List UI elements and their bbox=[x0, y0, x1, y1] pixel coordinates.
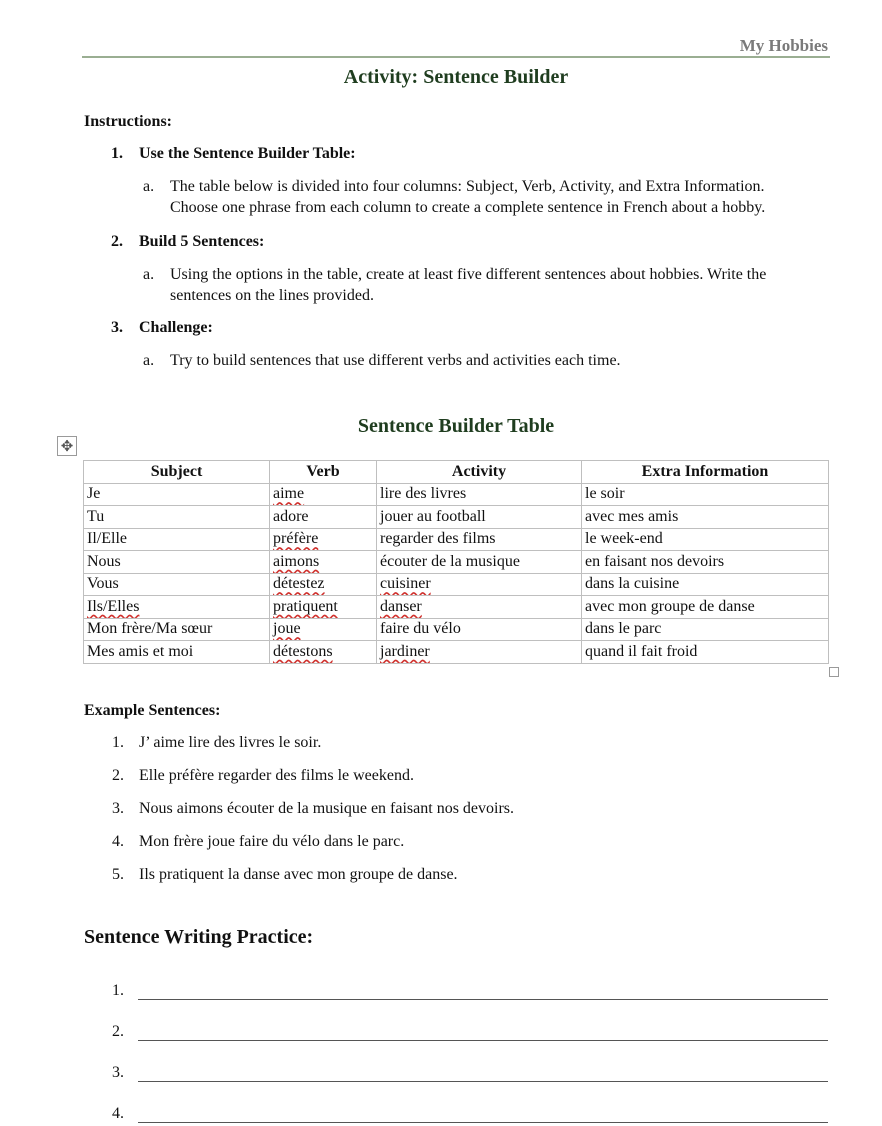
instruction-step-3-detail bbox=[143, 350, 833, 371]
table-cell[interactable]: dans le parc bbox=[582, 618, 829, 641]
example-sentence bbox=[112, 767, 414, 785]
table-cell[interactable] bbox=[377, 641, 582, 664]
table-cell[interactable] bbox=[270, 483, 377, 506]
table-cell[interactable]: Je bbox=[84, 483, 270, 506]
table-row bbox=[84, 641, 829, 664]
cell-text: aimons bbox=[273, 552, 320, 570]
example-sentence bbox=[112, 800, 514, 818]
writing-rule bbox=[138, 999, 828, 1000]
practice-writing-line[interactable] bbox=[112, 982, 138, 1000]
table-cell[interactable]: faire du vélo bbox=[377, 618, 582, 641]
instruction-step-3 bbox=[111, 319, 213, 337]
practice-writing-line[interactable] bbox=[112, 1105, 138, 1123]
example-sentence bbox=[112, 866, 458, 884]
practice-writing-line[interactable] bbox=[112, 1023, 138, 1041]
cell-text: le soir bbox=[585, 485, 625, 503]
step-title: Build 5 Sentences: bbox=[139, 233, 265, 250]
table-cell[interactable] bbox=[270, 528, 377, 551]
instruction-step-1 bbox=[111, 145, 356, 163]
table-cell[interactable] bbox=[270, 596, 377, 619]
line-number: 2. bbox=[112, 1023, 124, 1040]
line-number: 1. bbox=[112, 982, 124, 999]
example-number: 5. bbox=[112, 866, 124, 883]
sub-letter: a. bbox=[143, 178, 155, 195]
table-cell[interactable] bbox=[84, 596, 270, 619]
sentence-builder-table bbox=[83, 460, 829, 664]
table-cell[interactable] bbox=[270, 641, 377, 664]
column-header-subject: Subject bbox=[84, 461, 270, 484]
table-cell[interactable]: quand il fait froid bbox=[582, 641, 829, 664]
page-header-title: My Hobbies bbox=[739, 36, 828, 55]
example-sentence bbox=[112, 734, 321, 752]
table-row bbox=[84, 551, 829, 574]
step-title: Challenge: bbox=[139, 319, 213, 336]
table-cell[interactable] bbox=[377, 596, 582, 619]
example-text: Ils pratiquent la danse avec mon groupe de danse. bbox=[139, 866, 458, 883]
table-cell[interactable] bbox=[270, 618, 377, 641]
sub-line-2: sentences on the lines provided. bbox=[170, 287, 374, 304]
example-text: Mon frère joue faire du vélo dans le parc. bbox=[139, 833, 405, 850]
table-cell[interactable]: en faisant nos devoirs bbox=[582, 551, 829, 574]
table-cell[interactable] bbox=[270, 551, 377, 574]
table-row bbox=[84, 483, 829, 506]
instruction-step-2-detail bbox=[143, 264, 833, 306]
table-cell[interactable]: adore bbox=[270, 506, 377, 529]
table-move-handle-icon[interactable]: ✥ bbox=[57, 436, 77, 456]
line-number: 3. bbox=[112, 1064, 124, 1081]
step-number: 1. bbox=[111, 145, 123, 162]
table-row bbox=[84, 596, 829, 619]
table-cell[interactable]: regarder des films bbox=[377, 528, 582, 551]
example-number: 3. bbox=[112, 800, 124, 817]
cell-text: détestons bbox=[273, 642, 333, 660]
table-resize-handle[interactable] bbox=[829, 667, 839, 677]
writing-rule bbox=[138, 1040, 828, 1041]
step-number: 2. bbox=[111, 233, 123, 250]
table-cell[interactable]: écouter de la musique bbox=[377, 551, 582, 574]
table-row bbox=[84, 506, 829, 529]
example-number: 1. bbox=[112, 734, 124, 751]
practice-writing-line[interactable] bbox=[112, 1064, 138, 1082]
line-number: 4. bbox=[112, 1105, 124, 1122]
step-number: 3. bbox=[111, 319, 123, 336]
table-cell[interactable]: Nous bbox=[84, 551, 270, 574]
cell-text: Ils/Elles bbox=[87, 597, 140, 615]
table-cell[interactable] bbox=[377, 573, 582, 596]
example-number: 4. bbox=[112, 833, 124, 850]
instruction-step-1-detail bbox=[143, 176, 833, 218]
table-cell[interactable]: Tu bbox=[84, 506, 270, 529]
table-row bbox=[84, 618, 829, 641]
table-cell[interactable]: jouer au football bbox=[377, 506, 582, 529]
example-number: 2. bbox=[112, 767, 124, 784]
table-cell[interactable]: Mon frère/Ma sœur bbox=[84, 618, 270, 641]
sub-line-1: Try to build sentences that use different verbs and activities each time. bbox=[170, 352, 621, 369]
cell-text: préfère bbox=[273, 530, 319, 548]
example-sentences-heading: Example Sentences: bbox=[84, 702, 221, 719]
instructions-heading: Instructions: bbox=[84, 113, 173, 130]
practice-heading: Sentence Writing Practice: bbox=[84, 926, 314, 948]
example-text: J’ aime lire des livres le soir. bbox=[139, 734, 322, 751]
step-title: Use the Sentence Builder Table: bbox=[139, 145, 356, 162]
column-header-activity: Activity bbox=[377, 461, 582, 484]
table-cell[interactable]: dans la cuisine bbox=[582, 573, 829, 596]
instruction-step-2 bbox=[111, 233, 264, 251]
table-cell[interactable]: Il/Elle bbox=[84, 528, 270, 551]
table-cell[interactable] bbox=[270, 573, 377, 596]
cell-text: cuisiner bbox=[380, 575, 431, 593]
sub-line-1: Using the options in the table, create at least five different sentences about hobbies. Write the bbox=[170, 266, 767, 283]
table-row bbox=[84, 528, 829, 551]
sub-letter: a. bbox=[143, 266, 155, 283]
table-row bbox=[84, 573, 829, 596]
writing-rule bbox=[138, 1081, 828, 1082]
table-cell[interactable]: avec mon groupe de danse bbox=[582, 596, 829, 619]
example-text: Elle préfère regarder des films le weekend. bbox=[139, 767, 414, 784]
table-cell[interactable]: avec mes amis bbox=[582, 506, 829, 529]
table-cell[interactable]: Mes amis et moi bbox=[84, 641, 270, 664]
column-header-extra-information: Extra Information bbox=[582, 461, 829, 484]
cell-text: détestez bbox=[273, 575, 325, 593]
example-sentence bbox=[112, 833, 404, 851]
table-cell[interactable]: le week-end bbox=[582, 528, 829, 551]
cell-text: danser bbox=[380, 597, 422, 615]
cell-text: pratiquent bbox=[273, 597, 338, 615]
cell-text: jardiner bbox=[380, 642, 430, 660]
sub-letter: a. bbox=[143, 352, 155, 369]
column-header-verb: Verb bbox=[270, 461, 377, 484]
document-title: Activity: Sentence Builder bbox=[343, 66, 569, 88]
cell-text: joue bbox=[273, 620, 301, 638]
table-header-row bbox=[84, 461, 829, 484]
table-cell[interactable]: Vous bbox=[84, 573, 270, 596]
writing-rule bbox=[138, 1122, 828, 1123]
example-text: Nous aimons écouter de la musique en faisant nos devoirs. bbox=[139, 800, 515, 817]
table-cell[interactable]: lire des livres bbox=[377, 483, 582, 506]
table-cell[interactable] bbox=[582, 483, 829, 506]
table-title: Sentence Builder Table bbox=[357, 415, 555, 437]
cell-text: aime bbox=[273, 485, 305, 503]
sub-line-1: The table below is divided into four columns: Subject, Verb, Activity, and Extra Information. bbox=[170, 178, 765, 195]
sub-line-2: Choose one phrase from each column to create a complete sentence in French about a hobby. bbox=[170, 199, 766, 216]
header-divider bbox=[82, 56, 830, 58]
